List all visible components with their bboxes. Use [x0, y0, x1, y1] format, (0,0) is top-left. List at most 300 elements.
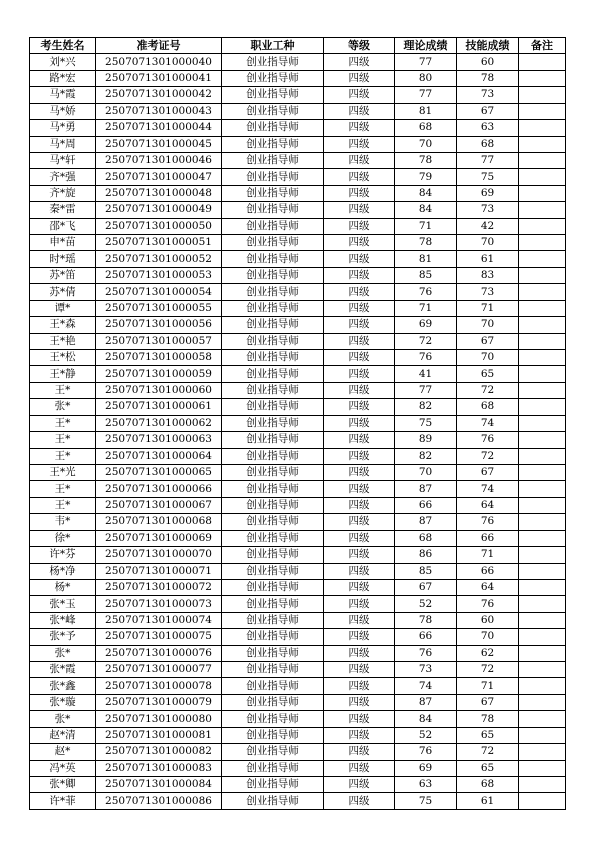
table-row [30, 267, 566, 283]
cell-theory-score: 41 [395, 366, 457, 382]
cell-exam-id: 2507071301000043 [96, 103, 222, 119]
cell-level: 四级 [324, 629, 395, 645]
cell-remarks [519, 202, 566, 218]
cell-exam-id: 2507071301000062 [96, 415, 222, 431]
cell-remarks [519, 678, 566, 694]
cell-exam-id: 2507071301000083 [96, 760, 222, 776]
table-row [30, 481, 566, 497]
cell-exam-id: 2507071301000068 [96, 514, 222, 530]
cell-theory-score: 78 [395, 612, 457, 628]
cell-remarks [519, 185, 566, 201]
table-row [30, 185, 566, 201]
cell-level: 四级 [324, 448, 395, 464]
cell-level: 四级 [324, 530, 395, 546]
cell-name: 张*峰 [30, 612, 96, 628]
table-row [30, 776, 566, 792]
cell-theory-score: 68 [395, 530, 457, 546]
cell-exam-id: 2507071301000061 [96, 399, 222, 415]
table-row [30, 760, 566, 776]
cell-occupation: 创业指导师 [222, 563, 324, 579]
cell-theory-score: 86 [395, 547, 457, 563]
cell-name: 杨* [30, 579, 96, 595]
cell-occupation: 创业指导师 [222, 202, 324, 218]
cell-skill-score: 70 [457, 235, 519, 251]
cell-remarks [519, 333, 566, 349]
cell-level: 四级 [324, 300, 395, 316]
cell-remarks [519, 793, 566, 809]
table-row [30, 284, 566, 300]
cell-remarks [519, 432, 566, 448]
cell-skill-score: 65 [457, 760, 519, 776]
cell-skill-score: 60 [457, 612, 519, 628]
table-row [30, 120, 566, 136]
table-row [30, 744, 566, 760]
cell-remarks [519, 760, 566, 776]
cell-theory-score: 73 [395, 662, 457, 678]
table-row [30, 448, 566, 464]
cell-theory-score: 78 [395, 235, 457, 251]
cell-occupation: 创业指导师 [222, 350, 324, 366]
table-row [30, 497, 566, 513]
cell-name: 齐*旋 [30, 185, 96, 201]
cell-name: 时*瑶 [30, 251, 96, 267]
cell-name: 王* [30, 497, 96, 513]
cell-skill-score: 66 [457, 563, 519, 579]
cell-exam-id: 2507071301000077 [96, 662, 222, 678]
table-row [30, 711, 566, 727]
cell-level: 四级 [324, 399, 395, 415]
cell-name: 邵*飞 [30, 218, 96, 234]
cell-level: 四级 [324, 267, 395, 283]
table-row [30, 645, 566, 661]
cell-remarks [519, 169, 566, 185]
table-row [30, 333, 566, 349]
cell-remarks [519, 87, 566, 103]
cell-theory-score: 76 [395, 645, 457, 661]
table-row [30, 103, 566, 119]
table-row [30, 300, 566, 316]
cell-theory-score: 77 [395, 54, 457, 70]
header-theory-score: 理论成绩 [395, 38, 457, 54]
cell-exam-id: 2507071301000058 [96, 350, 222, 366]
cell-name: 王* [30, 415, 96, 431]
cell-theory-score: 84 [395, 185, 457, 201]
cell-skill-score: 66 [457, 530, 519, 546]
cell-name: 王* [30, 432, 96, 448]
cell-skill-score: 76 [457, 432, 519, 448]
table-row [30, 629, 566, 645]
cell-occupation: 创业指导师 [222, 284, 324, 300]
cell-theory-score: 71 [395, 300, 457, 316]
cell-name: 张*予 [30, 629, 96, 645]
cell-exam-id: 2507071301000049 [96, 202, 222, 218]
cell-exam-id: 2507071301000066 [96, 481, 222, 497]
cell-skill-score: 73 [457, 284, 519, 300]
cell-name: 齐*强 [30, 169, 96, 185]
cell-theory-score: 69 [395, 317, 457, 333]
cell-skill-score: 67 [457, 694, 519, 710]
cell-theory-score: 75 [395, 415, 457, 431]
cell-theory-score: 76 [395, 284, 457, 300]
cell-theory-score: 76 [395, 350, 457, 366]
cell-theory-score: 87 [395, 481, 457, 497]
cell-skill-score: 72 [457, 744, 519, 760]
cell-name: 王*艳 [30, 333, 96, 349]
cell-skill-score: 83 [457, 267, 519, 283]
cell-theory-score: 85 [395, 267, 457, 283]
cell-remarks [519, 54, 566, 70]
cell-exam-id: 2507071301000056 [96, 317, 222, 333]
cell-skill-score: 60 [457, 54, 519, 70]
cell-level: 四级 [324, 727, 395, 743]
table-row [30, 350, 566, 366]
table-row [30, 612, 566, 628]
cell-occupation: 创业指导师 [222, 481, 324, 497]
cell-occupation: 创业指导师 [222, 464, 324, 480]
cell-remarks [519, 415, 566, 431]
cell-occupation: 创业指导师 [222, 382, 324, 398]
cell-remarks [519, 547, 566, 563]
cell-occupation: 创业指导师 [222, 333, 324, 349]
cell-exam-id: 2507071301000081 [96, 727, 222, 743]
cell-skill-score: 74 [457, 481, 519, 497]
cell-level: 四级 [324, 514, 395, 530]
cell-exam-id: 2507071301000086 [96, 793, 222, 809]
cell-exam-id: 2507071301000052 [96, 251, 222, 267]
cell-skill-score: 71 [457, 547, 519, 563]
cell-name: 马*周 [30, 136, 96, 152]
cell-occupation: 创业指导师 [222, 70, 324, 86]
cell-remarks [519, 727, 566, 743]
cell-occupation: 创业指导师 [222, 694, 324, 710]
header-row [30, 38, 566, 54]
cell-level: 四级 [324, 366, 395, 382]
cell-exam-id: 2507071301000080 [96, 711, 222, 727]
cell-theory-score: 77 [395, 382, 457, 398]
cell-remarks [519, 218, 566, 234]
cell-remarks [519, 103, 566, 119]
table-row [30, 169, 566, 185]
cell-theory-score: 82 [395, 448, 457, 464]
cell-exam-id: 2507071301000069 [96, 530, 222, 546]
cell-skill-score: 76 [457, 596, 519, 612]
table-header [30, 38, 566, 54]
cell-remarks [519, 464, 566, 480]
score-table [29, 37, 566, 810]
table-row [30, 793, 566, 809]
cell-level: 四级 [324, 678, 395, 694]
cell-skill-score: 68 [457, 776, 519, 792]
cell-exam-id: 2507071301000082 [96, 744, 222, 760]
cell-occupation: 创业指导师 [222, 579, 324, 595]
cell-name: 许*芬 [30, 547, 96, 563]
cell-name: 王* [30, 448, 96, 464]
cell-name: 王*松 [30, 350, 96, 366]
cell-level: 四级 [324, 711, 395, 727]
cell-exam-id: 2507071301000060 [96, 382, 222, 398]
cell-level: 四级 [324, 317, 395, 333]
cell-name: 秦*雷 [30, 202, 96, 218]
cell-occupation: 创业指导师 [222, 235, 324, 251]
cell-skill-score: 68 [457, 136, 519, 152]
cell-theory-score: 77 [395, 87, 457, 103]
cell-name: 冯*英 [30, 760, 96, 776]
cell-skill-score: 76 [457, 514, 519, 530]
cell-level: 四级 [324, 218, 395, 234]
cell-occupation: 创业指导师 [222, 448, 324, 464]
cell-exam-id: 2507071301000051 [96, 235, 222, 251]
cell-level: 四级 [324, 70, 395, 86]
cell-exam-id: 2507071301000054 [96, 284, 222, 300]
cell-occupation: 创业指导师 [222, 776, 324, 792]
cell-remarks [519, 579, 566, 595]
cell-exam-id: 2507071301000047 [96, 169, 222, 185]
cell-name: 韦* [30, 514, 96, 530]
cell-theory-score: 72 [395, 333, 457, 349]
cell-skill-score: 67 [457, 103, 519, 119]
cell-remarks [519, 694, 566, 710]
cell-level: 四级 [324, 120, 395, 136]
cell-theory-score: 85 [395, 563, 457, 579]
cell-skill-score: 67 [457, 333, 519, 349]
cell-skill-score: 69 [457, 185, 519, 201]
cell-name: 张* [30, 711, 96, 727]
cell-theory-score: 70 [395, 136, 457, 152]
cell-skill-score: 72 [457, 662, 519, 678]
table-row [30, 596, 566, 612]
cell-name: 张*玉 [30, 596, 96, 612]
table-row [30, 152, 566, 168]
table-row [30, 415, 566, 431]
cell-level: 四级 [324, 382, 395, 398]
cell-occupation: 创业指导师 [222, 87, 324, 103]
cell-name: 张*鑫 [30, 678, 96, 694]
cell-remarks [519, 596, 566, 612]
cell-exam-id: 2507071301000040 [96, 54, 222, 70]
cell-theory-score: 78 [395, 152, 457, 168]
cell-level: 四级 [324, 547, 395, 563]
cell-name: 杨*净 [30, 563, 96, 579]
cell-remarks [519, 448, 566, 464]
cell-occupation: 创业指导师 [222, 760, 324, 776]
table-row [30, 432, 566, 448]
cell-level: 四级 [324, 563, 395, 579]
cell-theory-score: 71 [395, 218, 457, 234]
cell-level: 四级 [324, 645, 395, 661]
cell-theory-score: 68 [395, 120, 457, 136]
cell-exam-id: 2507071301000041 [96, 70, 222, 86]
cell-name: 马*霞 [30, 87, 96, 103]
cell-remarks [519, 612, 566, 628]
header-skill-score: 技能成绩 [457, 38, 519, 54]
table-row [30, 579, 566, 595]
cell-theory-score: 52 [395, 727, 457, 743]
cell-skill-score: 70 [457, 317, 519, 333]
table-row [30, 547, 566, 563]
header-exam-id: 准考证号 [96, 38, 222, 54]
table-row [30, 70, 566, 86]
table-row [30, 530, 566, 546]
cell-remarks [519, 136, 566, 152]
cell-theory-score: 81 [395, 251, 457, 267]
cell-occupation: 创业指导师 [222, 300, 324, 316]
cell-level: 四级 [324, 235, 395, 251]
cell-theory-score: 89 [395, 432, 457, 448]
cell-occupation: 创业指导师 [222, 596, 324, 612]
cell-remarks [519, 382, 566, 398]
cell-remarks [519, 514, 566, 530]
table-row [30, 678, 566, 694]
cell-skill-score: 70 [457, 350, 519, 366]
cell-name: 谭* [30, 300, 96, 316]
header-occupation: 职业工种 [222, 38, 324, 54]
cell-remarks [519, 629, 566, 645]
cell-remarks [519, 152, 566, 168]
cell-skill-score: 71 [457, 300, 519, 316]
cell-level: 四级 [324, 694, 395, 710]
cell-level: 四级 [324, 760, 395, 776]
cell-remarks [519, 744, 566, 760]
table-row [30, 662, 566, 678]
cell-exam-id: 2507071301000050 [96, 218, 222, 234]
cell-skill-score: 64 [457, 579, 519, 595]
cell-skill-score: 67 [457, 464, 519, 480]
cell-level: 四级 [324, 612, 395, 628]
cell-exam-id: 2507071301000079 [96, 694, 222, 710]
cell-remarks [519, 662, 566, 678]
cell-occupation: 创业指导师 [222, 399, 324, 415]
cell-level: 四级 [324, 284, 395, 300]
cell-occupation: 创业指导师 [222, 629, 324, 645]
cell-skill-score: 61 [457, 793, 519, 809]
cell-name: 赵*清 [30, 727, 96, 743]
cell-occupation: 创业指导师 [222, 662, 324, 678]
cell-level: 四级 [324, 87, 395, 103]
cell-remarks [519, 530, 566, 546]
cell-exam-id: 2507071301000059 [96, 366, 222, 382]
cell-level: 四级 [324, 103, 395, 119]
table-row [30, 563, 566, 579]
table-row [30, 218, 566, 234]
cell-occupation: 创业指导师 [222, 136, 324, 152]
cell-level: 四级 [324, 662, 395, 678]
cell-skill-score: 65 [457, 727, 519, 743]
cell-level: 四级 [324, 54, 395, 70]
cell-level: 四级 [324, 185, 395, 201]
cell-theory-score: 74 [395, 678, 457, 694]
cell-theory-score: 66 [395, 497, 457, 513]
cell-level: 四级 [324, 481, 395, 497]
cell-skill-score: 75 [457, 169, 519, 185]
cell-occupation: 创业指导师 [222, 185, 324, 201]
cell-occupation: 创业指导师 [222, 267, 324, 283]
cell-level: 四级 [324, 744, 395, 760]
cell-name: 王* [30, 382, 96, 398]
table-row [30, 54, 566, 70]
cell-theory-score: 81 [395, 103, 457, 119]
cell-remarks [519, 120, 566, 136]
cell-occupation: 创业指导师 [222, 727, 324, 743]
cell-skill-score: 72 [457, 382, 519, 398]
table-row [30, 514, 566, 530]
cell-name: 马*娇 [30, 103, 96, 119]
cell-occupation: 创业指导师 [222, 612, 324, 628]
cell-occupation: 创业指导师 [222, 120, 324, 136]
cell-occupation: 创业指导师 [222, 645, 324, 661]
cell-level: 四级 [324, 464, 395, 480]
cell-name: 申*苗 [30, 235, 96, 251]
cell-name: 张* [30, 645, 96, 661]
cell-remarks [519, 350, 566, 366]
cell-name: 马*勇 [30, 120, 96, 136]
cell-remarks [519, 366, 566, 382]
cell-name: 徐* [30, 530, 96, 546]
cell-remarks [519, 497, 566, 513]
table-row [30, 202, 566, 218]
cell-occupation: 创业指导师 [222, 711, 324, 727]
cell-exam-id: 2507071301000048 [96, 185, 222, 201]
cell-occupation: 创业指导师 [222, 547, 324, 563]
cell-theory-score: 76 [395, 744, 457, 760]
cell-exam-id: 2507071301000044 [96, 120, 222, 136]
cell-level: 四级 [324, 596, 395, 612]
cell-occupation: 创业指导师 [222, 432, 324, 448]
cell-remarks [519, 267, 566, 283]
cell-level: 四级 [324, 251, 395, 267]
cell-level: 四级 [324, 350, 395, 366]
cell-exam-id: 2507071301000045 [96, 136, 222, 152]
cell-theory-score: 66 [395, 629, 457, 645]
cell-occupation: 创业指导师 [222, 366, 324, 382]
cell-theory-score: 69 [395, 760, 457, 776]
cell-skill-score: 73 [457, 202, 519, 218]
cell-exam-id: 2507071301000055 [96, 300, 222, 316]
cell-skill-score: 78 [457, 711, 519, 727]
cell-skill-score: 63 [457, 120, 519, 136]
table-row [30, 727, 566, 743]
cell-level: 四级 [324, 497, 395, 513]
cell-remarks [519, 235, 566, 251]
cell-theory-score: 70 [395, 464, 457, 480]
cell-skill-score: 61 [457, 251, 519, 267]
table-row [30, 251, 566, 267]
table-row [30, 399, 566, 415]
cell-skill-score: 78 [457, 70, 519, 86]
table-row [30, 694, 566, 710]
cell-theory-score: 80 [395, 70, 457, 86]
cell-exam-id: 2507071301000065 [96, 464, 222, 480]
cell-exam-id: 2507071301000042 [96, 87, 222, 103]
cell-exam-id: 2507071301000070 [96, 547, 222, 563]
cell-name: 张*璇 [30, 694, 96, 710]
cell-occupation: 创业指导师 [222, 251, 324, 267]
cell-exam-id: 2507071301000074 [96, 612, 222, 628]
cell-exam-id: 2507071301000071 [96, 563, 222, 579]
cell-level: 四级 [324, 415, 395, 431]
cell-exam-id: 2507071301000063 [96, 432, 222, 448]
cell-skill-score: 73 [457, 87, 519, 103]
table-row [30, 366, 566, 382]
cell-exam-id: 2507071301000053 [96, 267, 222, 283]
cell-occupation: 创业指导师 [222, 103, 324, 119]
cell-exam-id: 2507071301000067 [96, 497, 222, 513]
cell-level: 四级 [324, 169, 395, 185]
cell-skill-score: 74 [457, 415, 519, 431]
cell-skill-score: 71 [457, 678, 519, 694]
cell-name: 王*光 [30, 464, 96, 480]
cell-level: 四级 [324, 776, 395, 792]
cell-occupation: 创业指导师 [222, 317, 324, 333]
